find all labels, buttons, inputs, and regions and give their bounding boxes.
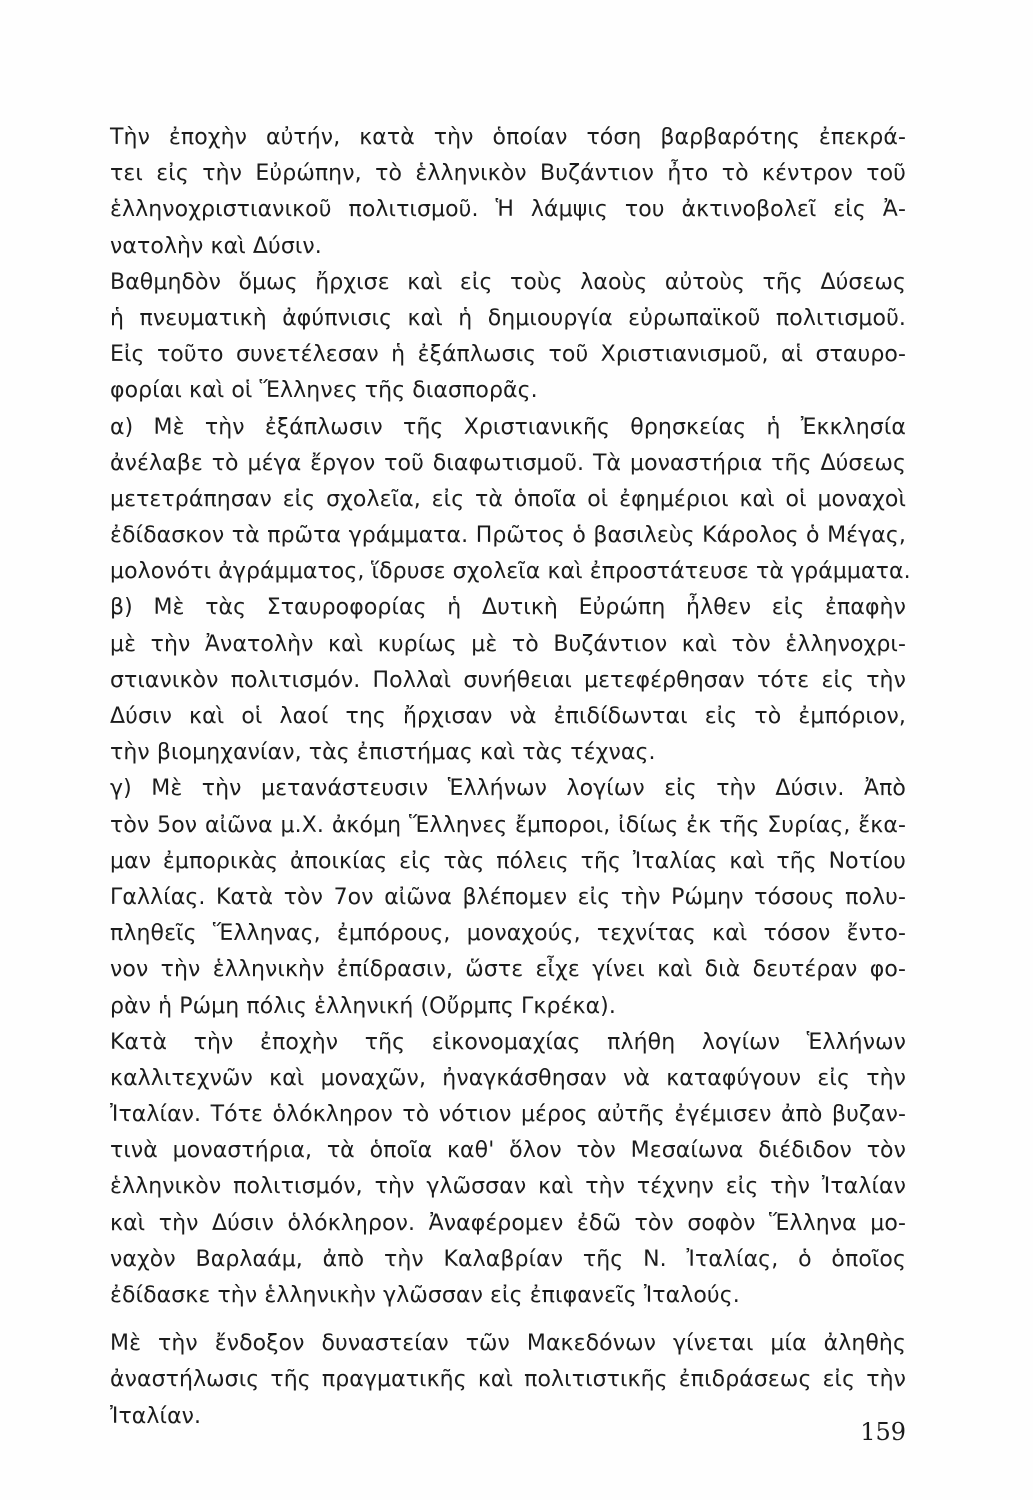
text-line: νον τὴν ἑλληνικὴν ἐπίδρασιν, ὥστε εἶχε γίνει καὶ διὰ δευτέραν φο- (110, 957, 906, 983)
body-text (110, 120, 911, 1435)
text-line: Εἰς τοῦτο συνετέλεσαν ἡ ἐξάπλωσις τοῦ Χριστιανισμοῦ, αἱ σταυρο- (110, 342, 906, 368)
text-line: ἐδίδασκον τὰ πρῶτα γράμματα. Πρῶτος ὁ βασιλεὺς Κάρολος ὁ Μέγας, (110, 523, 906, 549)
text-line: ρὰν ἡ Ρώμη πόλις ἑλληνική (Οὔρμπς Γκρέκα). (110, 993, 616, 1019)
paragraph (110, 410, 911, 591)
text-line: Ἰταλίαν. (110, 1403, 202, 1429)
paragraph (110, 265, 906, 410)
text-line: νατολὴν καὶ Δύσιν. (110, 233, 322, 259)
text-line: Τὴν ἐποχὴν αὐτήν, κατὰ τὴν ὁποίαν τόση βαρβαρότης ἐπεκρά- (110, 125, 906, 150)
text-line: ἑλληνικὸν πολιτισμόν, τὴν γλῶσσαν καὶ τὴν τέχνην εἰς τὴν Ἰταλίαν (110, 1174, 906, 1200)
text-line: ἐδίδασκε τὴν ἑλληνικὴν γλῶσσαν εἰς ἐπιφανεῖς Ἰταλούς. (110, 1283, 740, 1308)
text-line: τει εἰς τὴν Εὐρώπην, τὸ ἑλληνικὸν Βυζάντιον ἦτο τὸ κέντρον τοῦ (110, 161, 906, 187)
text-line: Βαθμηδὸν ὅμως ἤρχισε καὶ εἰς τοὺς λαοὺς αὐτοὺς τῆς Δύσεως (110, 269, 906, 295)
text-line: στιανικὸν πολιτισμόν. Πολλαὶ συνήθειαι μετεφέρθησαν τότε εἰς τὴν (110, 667, 906, 693)
text-line: φορίαι καὶ οἱ Ἕλληνες τῆς διασπορᾶς. (110, 378, 538, 404)
text-line: καλλιτεχνῶν καὶ μοναχῶν, ἠναγκάσθησαν νὰ καταφύγουν εἰς τὴν (110, 1065, 906, 1091)
text-line: Μὲ τὴν ἔνδοξον δυναστείαν τῶν Μακεδόνων γίνεται μία ἀληθὴς (110, 1331, 906, 1357)
text-line: ἡ πνευματικὴ ἀφύπνισις καὶ ἡ δημιουργία εὐρωπαϊκοῦ πολιτισμοῦ. (110, 305, 906, 331)
paragraph (110, 771, 906, 1024)
text-line: τὸν 5ον αἰῶνα μ.Χ. ἀκόμη Ἕλληνες ἔμποροι, ἰδίως ἐκ τῆς Συρίας, ἔκα- (110, 812, 906, 838)
text-line: β) Μὲ τὰς Σταυροφορίας ἡ Δυτικὴ Εὐρώπη ἦλθεν εἰς ἐπαφὴν (110, 595, 906, 621)
text-line: μετετράπησαν εἰς σχολεῖα, εἰς τὰ ὁποῖα οἱ ἐφημέριοι καὶ οἱ μοναχοὶ (110, 486, 906, 512)
text-line: ἑλληνοχριστιανικοῦ πολιτισμοῦ. Ἡ λάμψις του ἀκτινοβολεῖ εἰς Ἀ- (110, 197, 906, 223)
text-line: γ) Μὲ τὴν μετανάστευσιν Ἑλλήνων λογίων εἰς τὴν Δύσιν. Ἀπὸ (110, 776, 906, 802)
text-line: Κατὰ τὴν ἐποχὴν τῆς εἰκονομαχίας πλήθη λογίων Ἑλλήνων (110, 1029, 906, 1055)
paragraph (110, 120, 906, 265)
text-line: τὴν βιομηχανίαν, τὰς ἐπιστήμας καὶ τὰς τέχνας. (110, 740, 656, 766)
page-number: 159 (860, 1418, 906, 1446)
text-line: καὶ τὴν Δύσιν ὁλόκληρον. Ἀναφέρομεν ἐδῶ τὸν σοφὸν Ἕλληνα μο- (110, 1210, 906, 1236)
text-line: μαν ἐμπορικὰς ἀποικίας εἰς τὰς πόλεις τῆς Ἰταλίας καὶ τῆς Νοτίου (110, 848, 906, 874)
text-line: α) Μὲ τὴν ἐξάπλωσιν τῆς Χριστιανικῆς θρησκείας ἡ Ἐκκλησία (110, 414, 906, 440)
paragraph-gap (110, 1314, 906, 1326)
text-line: μὲ τὴν Ἀνατολὴν καὶ κυρίως μὲ τὸ Βυζάντιον καὶ τὸν ἑλληνοχρι- (110, 631, 906, 657)
text-line: Ἰταλίαν. Τότε ὁλόκληρον τὸ νότιον μέρος αὐτῆς ἐγέμισεν ἀπὸ βυζαν- (110, 1102, 906, 1128)
text-line: ἀναστήλωσις τῆς πραγματικῆς καὶ πολιτιστικῆς ἐπιδράσεως εἰς τὴν (110, 1367, 906, 1393)
text-line: πληθεῖς Ἕλληνας, ἐμπόρους, μοναχούς, τεχνίτας καὶ τόσον ἔντο- (110, 921, 906, 947)
text-line: Γαλλίας. Κατὰ τὸν 7ον αἰῶνα βλέπομεν εἰς τὴν Ρώμην τόσους πολυ- (110, 884, 906, 910)
text-line: ἀνέλαβε τὸ μέγα ἔργον τοῦ διαφωτισμοῦ. Τὰ μοναστήρια τῆς Δύσεως (110, 450, 906, 476)
paragraph (110, 1326, 906, 1435)
text-line: μολονότι ἀγράμματος, ἵδρυσε σχολεῖα καὶ ἐπροστάτευσε τὰ γράμματα. (110, 559, 911, 585)
paragraph (110, 1025, 906, 1315)
text-line: ναχὸν Βαρλαάμ, ἀπὸ τὴν Καλαβρίαν τῆς Ν. Ἰταλίας, ὁ ὁποῖος (110, 1246, 906, 1272)
text-line: τινὰ μοναστήρια, τὰ ὁποῖα καθ' ὅλον τὸν Μεσαίωνα διέδιδον τὸν (110, 1138, 906, 1164)
text-line: Δύσιν καὶ οἱ λαοί της ἤρχισαν νὰ ἐπιδίδωνται εἰς τὸ ἐμπόριον, (110, 704, 906, 729)
paragraph (110, 590, 906, 771)
